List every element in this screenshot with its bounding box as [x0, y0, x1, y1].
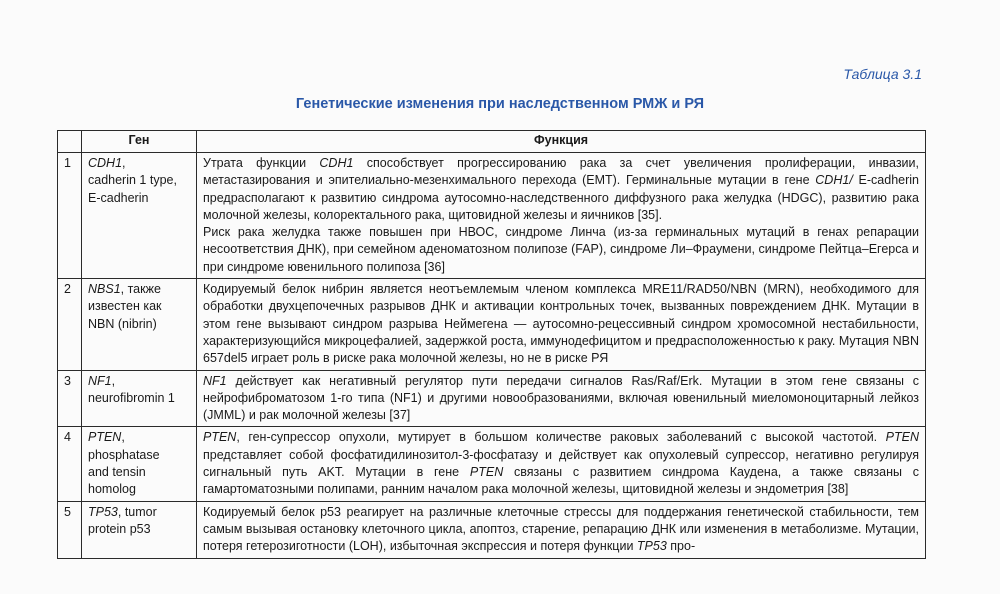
- table-caption: Таблица 3.1: [843, 66, 922, 82]
- row-number: 4: [58, 427, 82, 501]
- gene-symbol: TP53: [88, 504, 118, 519]
- function-gene-ref: PTEN: [469, 465, 504, 480]
- gene-cell: [82, 279, 197, 370]
- table-row: [58, 279, 926, 370]
- gene-cell: [82, 501, 197, 558]
- function-cell: Кодируемый белок нибрин является неотъемлемым членом комплекса MRE11/RAD50/NBN (MRN), необходимого для обработки двухцепочечных разрывов ДНК и активации контрольных точек, вызванных повреждением ДНК. Мутации в этом гене вызывают синдром разрыва Неймегена — аутосомно-рецессивный синдром хромосомной нестабильности, характеризующийся микроцефалией, задержкой роста, иммунодефицитом и предрасположенностью к раку. Мутация NBN 657del5 играет роль в риске рака молочной железы, но не в риске РЯ: [197, 279, 926, 370]
- table-header-row: [58, 131, 926, 153]
- gene-description: , tumor protein p53: [88, 504, 157, 536]
- table-row: [58, 501, 926, 558]
- function-cell: [197, 153, 926, 279]
- function-text: Кодируемый белок p53 реагирует на различные клеточные стрессы для поддержания генетической стабильности, тем самым вызывая остановку клеточного цикла, апоптоз, старение, репарацию ДНК или изменения в метаболизме. Мутации, потеря гетерозиготности (LOH), избыточная экспрессия и потеря функции: [203, 504, 919, 554]
- table-row: [58, 153, 926, 279]
- gene-description: , neurofibromin 1: [88, 373, 175, 405]
- row-number: 3: [58, 370, 82, 427]
- function-text: про-: [666, 539, 696, 554]
- function-cell: [197, 501, 926, 558]
- function-cell: [197, 427, 926, 501]
- function-text: E-cadherin предрасполагают к развитию синдрома аутосомно-наследственного диффузного рака желудка (HDGC), развитию рака молочной железы, колоректального рака, щитовидной железы и яичников [35].: [203, 173, 919, 222]
- function-text: , ген-супрессор опухоли, мутирует в большом количестве раковых заболеваний с высокой частотой.: [236, 430, 886, 445]
- function-paragraph: Риск рака желудка также повышен при НВОС, синдроме Линча (из-за герминальных мутаций в генах репарации несоответствия ДНК), при семейном аденоматозном полипозе (FAP), синдроме Ли–Фраумени, синдроме Пейтца–Егерса и при синдроме ювенильного полипоза [36]: [203, 225, 919, 274]
- gene-cell: [82, 153, 197, 279]
- function-gene-ref: PTEN: [885, 430, 919, 445]
- function-gene-ref: TP53: [636, 539, 667, 554]
- header-num: [58, 131, 82, 153]
- gene-cell: [82, 427, 197, 501]
- function-paragraph: [203, 155, 919, 224]
- function-cell: [197, 370, 926, 427]
- table-title: Генетические изменения при наследственном РМЖ и РЯ: [295, 96, 705, 112]
- gene-symbol: PTEN: [88, 430, 122, 445]
- table-row: [58, 370, 926, 427]
- header-gene: Ген: [82, 131, 197, 153]
- function-text: представляет собой фосфатидилинозитол-3-фосфатазу и действует как опухолевый супрессор, негативно регулируя сигнальный путь AKT. Мутации в гене: [203, 447, 919, 480]
- function-text: способствует прогрессированию рака за счет увеличения пролиферации, инвазии, метастазирования и эпителиально-мезенхимального перехода (EMT). Герминальные мутации в гене: [203, 156, 919, 188]
- function-gene-ref: NF1: [203, 373, 227, 388]
- function-gene-ref: CDH1: [319, 156, 354, 170]
- gene-symbol: NF1: [88, 373, 112, 388]
- function-text: связаны с развитием синдрома Каудена, а также связаны с гамартоматозными полипами, ранним началом рака молочной железы, щитовидной железы и эндометрия [38]: [203, 465, 919, 497]
- row-number: 1: [58, 153, 82, 279]
- function-text: действует как негативный регулятор пути передачи сигналов Ras/Raf/Erk. Мутации в этом гене связаны с нейрофиброматозом 1-го типа (NF1) и другими новообразованиями, включая ювенильный миеломоноцитарный лейкоз (JMML) и рак молочной железы [37]: [203, 373, 919, 423]
- gene-symbol: NBS1: [88, 282, 121, 297]
- gene-description: , также известен как NBN (nibrin): [88, 282, 162, 331]
- gene-cell: [82, 370, 197, 427]
- function-gene-ref: PTEN: [203, 430, 237, 445]
- row-number: 5: [58, 501, 82, 558]
- gene-description: , cadherin 1 type, E-cadherin: [88, 156, 177, 205]
- function-gene-ref: CDH1/: [815, 173, 853, 188]
- table-row: [58, 427, 926, 501]
- header-function: Функция: [197, 131, 926, 153]
- genes-table: [57, 130, 926, 559]
- gene-symbol: CDH1: [88, 156, 123, 170]
- row-number: 2: [58, 279, 82, 370]
- gene-description: , phosphatase and tensin homolog: [88, 430, 160, 497]
- function-text: Утрата функции: [203, 156, 320, 170]
